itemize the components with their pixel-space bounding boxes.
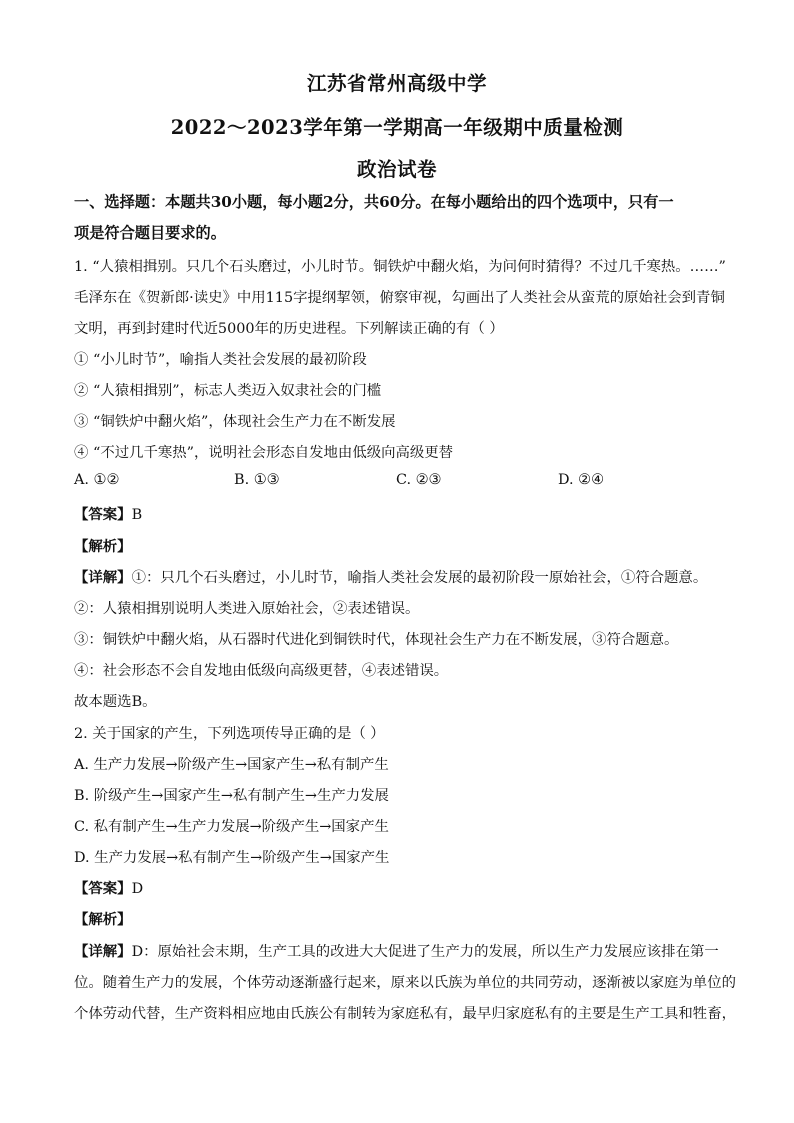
q2-stem: 2. 关于国家的产生，下列选项传导正确的是（ ）: [74, 726, 385, 742]
q1-stem-line3: 文明，再到封建时代近5000年的历史进程。下列解读正确的有（ ）: [74, 321, 504, 337]
q1-item-1: ① “小儿时节”，喻指人类社会发展的最初阶段: [74, 352, 367, 368]
q1-answer-tag: 【答案】: [74, 506, 132, 523]
q1-detail-line3: ③：铜铁炉中翻火焰，从石器时代进化到铜铁时代，体现社会生产力在不断发展，③符合题意。: [74, 632, 679, 648]
q2-analysis-tag: [74, 908, 132, 929]
q2-answer-value: D: [131, 881, 144, 897]
q2-option-b: B. 阶级产生→国家产生→私有制产生→生产力发展: [74, 788, 389, 804]
q2-answer: [74, 877, 143, 898]
term-title: 2022～2023学年第一学期高一年级期中质量检测: [170, 116, 624, 139]
q1-answer: [74, 503, 142, 524]
subject-title: 政治试卷: [356, 158, 437, 181]
q1-option-b: B. ①③: [234, 472, 280, 488]
q1-conclusion: 故本题选B。: [74, 694, 157, 710]
q1-detail-tag: 【详解】: [74, 569, 132, 586]
q2-detail-line3: 个体劳动代替，生产资料相应地由氏族公有制转为家庭私有，最早归家庭私有的主要是生产工具和牲畜，: [74, 1006, 736, 1022]
q2-detail-text1: D：原始社会末期，生产工具的改进大大促进了生产力的发展，所以生产力发展应该排在第一: [131, 944, 719, 960]
q2-option-c: C. 私有制产生→生产力发展→阶级产生→国家产生: [74, 819, 389, 835]
q1-option-d: D. ②④: [558, 472, 604, 488]
q1-detail-line2: ②：人猿相揖别说明人类进入原始社会，②表述错误。: [74, 601, 420, 617]
q1-item-4: ④ “不过几千寒热”，说明社会形态自发地由低级向高级更替: [74, 445, 454, 461]
q1-answer-value: B: [131, 507, 143, 523]
q1-analysis-tag: [74, 535, 132, 556]
q2-analysis-label: 【解析】: [74, 911, 132, 928]
q1-option-a: A. ①②: [74, 472, 120, 488]
school-title: 江苏省常州高级中学: [306, 72, 487, 95]
q1-stem-line2: 毛泽东在《贺新郎·读史》中用115字提纲挈领，俯察审视，勾画出了人类社会从蛮荒的原始社会到青铜: [74, 290, 725, 306]
q1-stem-line1: 1. “人猿相揖别。只几个石头磨过，小儿时节。铜铁炉中翻火焰，为问何时猜得？不过几千寒热。……”: [74, 259, 726, 275]
q2-option-d: D. 生产力发展→私有制产生→阶级产生→国家产生: [74, 850, 390, 866]
q2-detail-tag: 【详解】: [74, 943, 132, 960]
q1-detail-line4: ④：社会形态不会自发地由低级向高级更替，④表述错误。: [74, 663, 449, 679]
q1-option-c: C. ②③: [396, 472, 442, 488]
q1-item-3: ③ “铜铁炉中翻火焰”，体现社会生产力在不断发展: [74, 414, 396, 430]
q1-detail-text1: ①：只几个石头磨过，小儿时节，喻指人类社会发展的最初阶段一原始社会，①符合题意。: [131, 570, 708, 586]
q2-answer-tag: 【答案】: [74, 880, 132, 897]
q1-detail-line1: [74, 566, 707, 587]
q2-detail-line2: 位。随着生产力的发展，个体劳动逐渐盛行起来，原来以氏族为单位的共同劳动，逐渐被以家庭为单位的: [74, 975, 736, 991]
q1-item-2: ② “人猿相揖别”，标志人类迈入奴隶社会的门槛: [74, 383, 382, 399]
section-heading-line1: 一、选择题：本题共30小题，每小题2分，共60分。在每小题给出的四个选项中，只有一: [74, 193, 674, 211]
q2-detail-line1: [74, 940, 719, 961]
q2-option-a: A. 生产力发展→阶级产生→国家产生→私有制产生: [74, 757, 389, 773]
q1-analysis-label: 【解析】: [74, 538, 132, 555]
section-heading-line2: 项是符合题目要求的。: [74, 224, 226, 242]
